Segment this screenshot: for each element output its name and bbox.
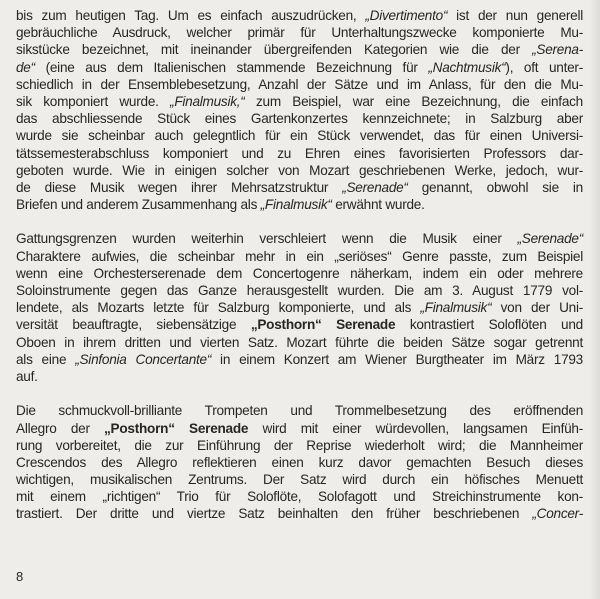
text-line [16,7,583,24]
text-line [16,368,583,385]
text-run: schiedlich in der Ensemblebesetzung, Anzahl der Sätze und im Anlass, für den die Mu- [16,76,583,92]
text-run: Oboen in ihrem dritten und vierten Satz. Mozart führte die beiden Sätze sogar getrennt [16,334,583,350]
text-line [16,110,583,127]
italic-term: „Serenade“ [517,231,583,247]
text-run: wurde sie scheinbar auch gelegntlich für ein Stück verwendet, das für einen Universi- [16,128,583,144]
text-line [16,59,583,76]
text-run: (eine aus dem Italienischen stammende Bezeichnung für [34,59,429,75]
text-run: sik komponiert wurde. [16,93,171,109]
text-line [16,282,583,299]
text-run: wenn eine Orchesterserenade dem Concertogenre näherkam, indem ein oder mehrere [16,265,583,281]
body-text [16,7,583,540]
text-line [16,471,583,488]
text-line [16,351,583,368]
text-run: bis zum heutigen Tag. Um es einfach auszudrücken, [16,8,366,23]
italic-term: „Finalmusik“ [260,197,332,213]
text-run: versität beauftragte, siebensätzige [16,317,251,333]
bold-title: „Posthorn“ Serenade [250,317,396,333]
text-line [16,145,583,162]
text-run: Crescendos des Allegro reflektieren einen kurz davor gemachten Besuch dieses [16,454,583,470]
text-run: als eine [16,351,76,367]
text-line [16,162,583,179]
text-line [16,230,583,247]
italic-term: „Nachtmusik“ [428,59,506,75]
text-line [16,437,583,454]
text-line [16,41,583,58]
text-run: Die schmuckvoll-brilliante Trompeten und Trommelbesetzung des eröffnenden [16,403,583,419]
text-run: geboten wurde. Wie in einigen solcher von Mozart geschriebenen Werke, jedoch, wur- [16,162,583,178]
text-run: wichtigen, musikalischen Zentrums. Der Satz wird durch ein höfisches Menuett [16,472,583,488]
italic-term: „Serenade“ [342,179,408,195]
italic-term: de“ [16,59,35,75]
text-run: Gattungsgrenzen wurden weiterhin verschleiert wenn die Musik einer [16,231,518,247]
paragraph [16,7,583,213]
text-run: Briefen und anderem Zusammenhang als [16,197,261,213]
text-line [16,334,583,351]
text-line [16,402,583,419]
text-line [16,196,583,213]
text-run: das abschliessende Stück eines Gartenkonzertes kennzeichnete; in Salzburg aber [16,111,583,127]
text-run: kontrastiert Soloflöten und [395,317,583,333]
text-line [16,299,583,316]
text-run: ), oft unter- [505,59,583,75]
page-edge-shadow [590,0,600,599]
text-run: genannt, obwohl sie in [407,179,583,195]
text-run: auf. [16,368,38,384]
text-line [16,127,583,144]
text-run: sikstücke bezeichnet, mit ineinander übergreifenden Kategorien wie die der [16,42,533,58]
text-line [16,488,583,505]
text-run: lendete, als Mozarts letzte für Salzburg komponierte, und als [16,300,421,316]
text-run: ist der nun generell [447,8,584,23]
text-line [16,316,583,333]
text-run: mit einem „richtigen“ Trio für Soloflöte, Solofagott und Streichinstrumente kon- [16,489,583,505]
italic-term: „Finalmusik,“ [170,93,245,109]
text-line [16,179,583,196]
text-run: gebräuchliche Ausdruck, welcher primär für Unterhaltungszwecke komponierte Mu- [16,25,583,41]
text-line [16,76,583,93]
italic-term: „Finalmusik“ [420,300,492,316]
text-line [16,505,583,522]
text-run: wird mit einer würdevollen, langsamen Einfüh- [248,420,584,436]
page-number: 8 [16,569,24,584]
text-run: in einem Konzert am Wiener Burgtheater im März 1793 [211,351,583,367]
paragraph [16,230,583,385]
text-run: Allegro der [16,420,104,436]
paragraph [16,402,583,522]
text-run: trastiert. Der dritte und viertze Satz beinhalten den früher beschriebenen [16,506,533,522]
text-line [16,420,583,437]
italic-term: „Concer- [532,506,583,522]
italic-term: „Divertimento“ [365,8,448,23]
text-line [16,454,583,471]
italic-term: „Sinfonia Concertante“ [75,351,212,367]
text-run: Soloinstrumente gegen das Ganze herausgestellt wurden. Die am 3. August 1779 vol- [16,283,583,298]
bold-title: „Posthorn“ Serenade [104,420,249,436]
text-line [16,93,583,110]
italic-term: „Serena- [532,42,583,58]
text-line [16,248,583,265]
text-run: erwähnt wurde. [331,197,425,213]
text-run: von der Uni- [491,300,583,316]
text-line [16,24,583,41]
text-run: zum Beispiel, war eine Bezeichnung, die einfach [244,93,583,109]
text-run: Charaktere aufwies, die scheinbar mehr in ein „seriöses“ Genre passte, zum Beispiel [16,248,583,264]
text-run: tätssemesterabschluss komponiert und zu Ehren eines favorisierten Professors dar- [16,145,583,161]
text-run: rung vorbereitet, die zur Einführung der Reprise wiederholt wird; die Mannheimer [16,437,583,453]
text-line [16,265,583,282]
text-run: de diese Musik wegen ihrer Mehrsatzstruktur [16,179,343,195]
